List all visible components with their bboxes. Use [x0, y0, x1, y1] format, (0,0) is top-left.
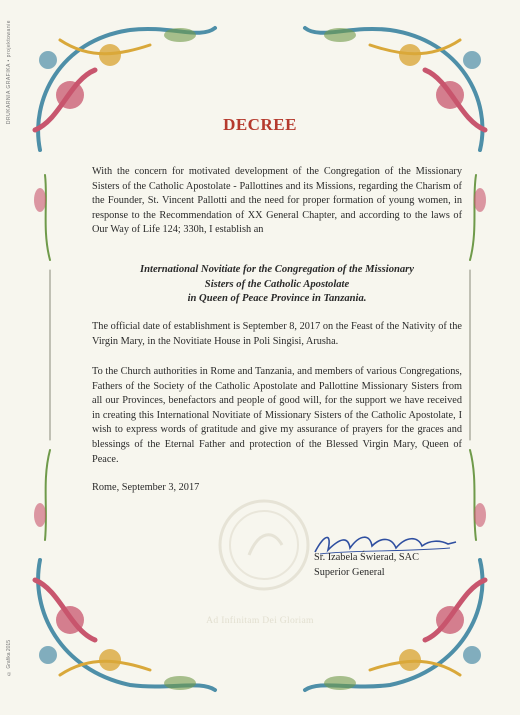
- printer-imprint: DRUKARNIA GRAFIKA • projektowanie: [6, 20, 12, 125]
- decree-paragraph-date: The official date of establishment is September 8, 2017 on the Feast of the Nativity of the Virgin Mary, in the Novitiate House in Poli Singisi, Arusha.: [92, 321, 462, 347]
- watermark-motto: Ad Infinitam Dei Gloriam: [206, 615, 314, 626]
- printer-copyright: © Grafika 2015: [6, 640, 12, 677]
- novitiate-statement-line: International Novitiate for the Congregation of the Missionary: [140, 264, 414, 275]
- signer-name: Sr. Izabela Świerad, SAC: [314, 552, 419, 563]
- novitiate-statement-line: Sisters of the Catholic Apostolate: [204, 278, 350, 290]
- decree-paragraph-gratitude: To the Church authorities in Rome and Tanzania, and members of various Congregations, Fathers of the Society of the Catholic Apostolate and Pallottine Missionary Sisters from all our Provinces, benefactors and people of good will, for the support we have received in creating this International Novitiate of Missionary Sisters of the Catholic Apostolate, I wish to express words of gratitude and give my assurance of prayers for the graces and blessings of the Eternal Father and protection of the Blessed Virgin Mary, Queen of Peace.: [92, 366, 462, 465]
- decree-title: DECREE: [223, 115, 297, 134]
- signature-block: [314, 551, 419, 580]
- embossed-seal: [214, 495, 314, 595]
- signer-title: Superior General: [314, 566, 385, 578]
- novitiate-statement: [92, 263, 462, 307]
- decree-paragraph-intro: With the concern for motivated development of the Congregation of the Missionary Sisters of the Catholic Apostolate - Pallottines and its Missions, regarding the Charism of the Founder, St. Vincent Pallotti and the need for proper formation of young women, in response to the Recommendation of XX General Chapter, and according to the laws of Our Way of Life 124; 330h, I establish an: [92, 166, 462, 236]
- place-and-date: Rome, September 3, 2017: [92, 482, 200, 493]
- novitiate-statement-line: in Queen of Peace Province in Tanzania.: [187, 293, 367, 305]
